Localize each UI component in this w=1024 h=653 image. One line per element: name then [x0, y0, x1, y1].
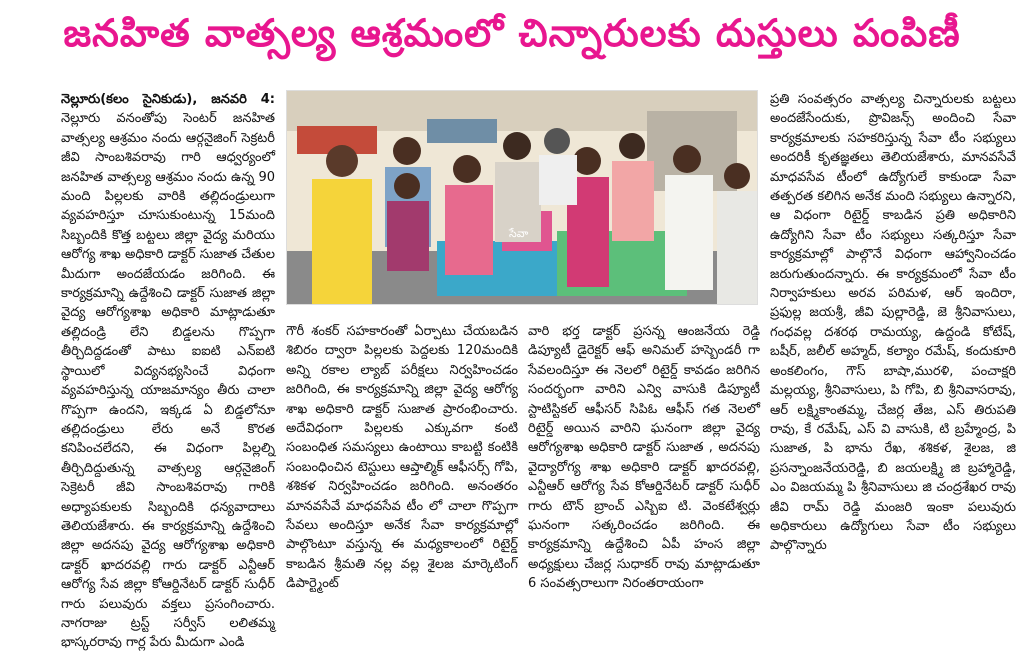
person-head-7	[544, 128, 570, 154]
person-body-9	[665, 175, 713, 290]
article-column-4	[770, 90, 1016, 573]
person-head-9	[673, 145, 701, 173]
person-head-3	[394, 173, 420, 199]
person-body-4	[445, 185, 493, 275]
headline: జనహిత వాత్సల్య ఆశ్రమంలో చిన్నారులకు దుస్తులు పంపిణీ	[63, 11, 961, 55]
person-head-10	[724, 163, 750, 189]
article-column-3	[528, 322, 760, 592]
photo-banner-text: సేవా	[509, 227, 529, 240]
column-3-text: వారి భర్త డాక్టర్ ప్రసన్న ఆంజనేయ రెడ్డి డిప్యూటీ డైరెక్టర్ ఆఫ్ అనిమల్ హస్బెండరీ గా సేవలందిస్తూ ఈ నెలలో రిటైర్డ్ కావడం జరిగిన సందర్భంగా వారిని ఎన్వి వాసుకి డిప్యూటీ స్టాటిస్టికల్ ఆఫీసర్ సిపిఓ ఆఫీస్ గత నెలలో రిటైర్డ్ అయిన వారిని ఘనంగా జిల్లా వైద్య ఆరోగ్యశాఖ అధికారి డాక్టర్ సుజాత , అదనపు వైద్యారోగ్య శాఖ అధికారి డాక్టర్ ఖాదరవల్లి, ఎన్టీఆర్ ఆరోగ్య సేవ కోఆర్డినేటర్ డాక్టర్ సుధీర్ గారు టౌన్ బ్రాంచ్ ఎస్బిఐ టి. వెంకటేశ్వర్లు ఘనంగా సత్కరించడం జరిగింది. ఈ కార్యక్రమాన్ని ఉద్దేశించి ఏపీ హంస జిల్లా అధ్యక్షులు చేజర్ల సుధాకర్ రావు మాట్లాడుతూ 6 సంవత్సరాలుగా నిరంతరాయంగా	[528, 324, 760, 592]
event-photo-drawing	[287, 91, 757, 304]
person-body-8	[612, 161, 654, 241]
wall-poster	[427, 119, 497, 143]
person-head-5	[503, 132, 531, 160]
person-head-2	[393, 137, 421, 165]
person-head-1	[326, 145, 358, 177]
person-body-10	[717, 191, 757, 304]
column-2-text: గౌరీ శంకర్ సహకారంతో ఏర్పాటు చేయబడిన శిబిరం ద్వారా పిల్లలకు పెద్దలకు 120మందికి అన్ని రకాల ల్యాబ్ పరీక్షలు నిర్వహించడం జరిగింది, ఈ కార్యక్రమాన్ని జిల్లా వైద్య ఆరోగ్య శాఖ అధికారి డాక్టర్ సుజాత ప్రారంభించారు. అదేవిధంగా పిల్లలకు ఎక్కువగా కంటి సంబంధిత సమస్యలు ఉంటాయి కాబట్టి కంటికి సంబంధించిన టెస్టులు ఆప్తాల్మిక్ ఆఫీసర్స్ గోపి, శశికళ నిర్వహించడం జరిగింది. అనంతరం మానవసేవే మాధవసేవ టీం లో చాలా గొప్పగా సేవలు అందిస్తూ అనేక సేవా కార్యక్రమాల్లో పాల్గొంటూ వస్తున్న ఈ మధ్యకాలంలో రిటైర్డ్ కాబడిన శ్రీమతి నల్ల వల్ల శైలజ మార్కెటింగ్ డిపార్ట్మెంట్	[286, 324, 518, 592]
person-body-1	[312, 179, 372, 304]
person-body-7	[539, 155, 577, 205]
person-head-6	[573, 147, 601, 175]
column-1-text: నెల్లూరు వనంతోపు సెంటర్ జనహిత వాత్సల్య ఆశ్రమం నందు ఆర్గనైజింగ్ సెక్రటరీ జీవి సాంబశివరావు గారి ఆధ్వర్యంలో జనహిత వాత్సల్య ఆశ్రమం నందు ఉన్న 90 మంది పిల్లలకు వారికి తల్లిదండ్రులుగా వ్యవహరిస్తూ చూసుకుంటున్న 15మంది సిబ్బందికి కొత్త బట్టలు జిల్లా వైద్య మరియు ఆరోగ్య శాఖ అధికారి డాక్టర్ సుజాత చేతుల మీదుగా అందజేయడం జరిగింది. ఈ కార్యక్రమాన్ని ఉద్దేశించి డాక్టర్ సుజాత జిల్లా వైద్య ఆరోగ్యశాఖ అధికారి మాట్లాడుతూ తల్లిదండ్రి లేని బిడ్డలను గొప్పగా తీర్చిదిద్దడంతో పాటు ఐఐటి ఎన్ఐటి స్థాయిలో విద్యనభ్యసించే విధంగా వ్యవహరిస్తున్న యాజమాన్యం తీరు చాలా గొప్పగా ఉందని, ఇక్కడ ఏ బిడ్డలోనూ తల్లిదండ్రులు లేరు అనే కొరత కనిపించలేదని, ఈ విధంగా పిల్లల్ని తీర్చిదిద్దుతున్న వాత్సల్య ఆర్గనైజింగ్ సెక్రెటరీ జీవి సాంబశివరావు గారికి అధ్యాపకులకు సిబ్బందికి ధన్యవాదాలు తెలియజేశారు. ఈ కార్యక్రమాన్ని ఉద్దేశించి జిల్లా అదనపు వైద్య ఆరోగ్యశాఖ అధికారి డాక్టర్ ఖాదరవల్లి గారు డాక్టర్ ఎన్టీఆర్ ఆరోగ్య సేవ జిల్లా కోఆర్డినేటర్ డాక్టర్ సుధీర్ గారు పలువురు వక్తలు ప్రసంగించారు. నాగరాజు ట్రస్ట్ సర్వీస్ లలితమ్మ భాస్కరరావు గార్ల పేరు మీదుగా ఎండి	[61, 111, 275, 651]
person-head-8	[619, 133, 645, 159]
person-head-4	[453, 155, 481, 183]
column-4-text: ప్రతి సంవత్సరం వాత్సల్య చిన్నారులకు బట్టలు అందజేసేందుకు, ప్రొవిజన్స్ అందించి సేవా కార్యక్రమాలకు సహకరిస్తున్న సేవా టీం సభ్యులు అందరికీ కృతజ్ఞతలు తెలియజేశారు, మానవసేవే మాధవసేవ టీంలో ఉద్యోగులే కాకుండా సేవా తత్పరత కలిగిన అనేక మంది సభ్యులు ఉన్నారని, ఆ విధంగా రిటైర్డ్ కాబడిన ప్రతి అధికారిని ఉద్యోగిని సేవా టీం సభ్యులు సత్కరిస్తూ సేవా కార్యక్రమాల్లో పాల్గొనే విధంగా ఆహ్వానించడం జరుగుతుందన్నారు. ఈ కార్యక్రమంలో సేవా టీం నిర్వాహకులు అరవ పరిమళ, ఆర్ ఇందిరా, ప్రఫుల్ల జయశ్రీ, జీవి పుల్లారెడ్డి, జె శ్రీనివాసులు, గంధవల్ల దశరథ రామయ్య, ఉద్దండి కోటేష్, బషీర్, జలీల్ అహ్మద్, కల్యాం రమేష్, కందుకూరి అంకలింగం, గౌస్ బాషా,మురళి, పంచాక్షరి మల్లయ్య, శ్రీనివాసులు, పి గోపి, బి శ్రీనివాసరావు, ఆర్ లక్ష్మికాంతమ్మ, చేజర్ల తేజ, ఎస్ తిరుపతి రావు, కే రమేష్, ఎస్ వి వాసుకి, టి బ్రహ్మేంద్ర, పి సుజాత, పి భాను రేఖ, శశికళ, శైలజ, జి ప్రసన్నాంజనేయరెడ్డి, బి జయలక్ష్మి జి బ్రహ్మారెడ్డి, ఎం విజయమ్మ పి శ్రీనివాసులు జి చంద్రశేఖర రావు జీవి రామ్ రెడ్డి మంజరి ఇంకా పలువురు అధికారులు ఉద్యోగులు సేవా టీం సభ్యులు పాల్గొన్నారు	[770, 92, 1016, 554]
person-body-3	[387, 201, 429, 271]
article-column-2	[286, 322, 518, 592]
dateline: నెల్లూరు(కలం సైనికుడు), జనవరి 4:	[61, 92, 275, 107]
article-paragraph-1	[61, 90, 275, 653]
article-column-1	[61, 90, 275, 651]
event-photo	[286, 90, 758, 305]
